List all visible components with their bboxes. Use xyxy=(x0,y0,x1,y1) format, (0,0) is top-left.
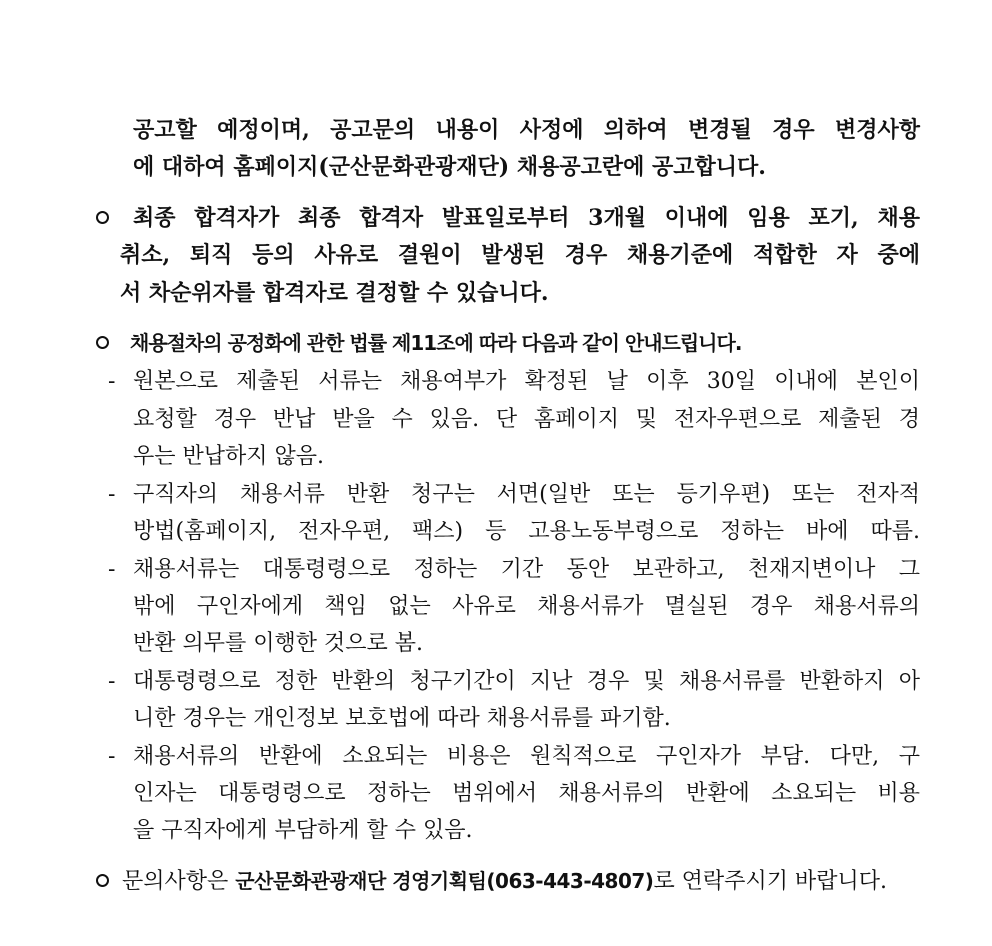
item3-line1: 채용서류는 대통령령으로 정하는 기간 동안 보관하고, 천재지변이나 그 xyxy=(133,557,920,582)
para1-line1: 공고할 예정이며, 공고문의 내용이 사정에 의하여 변경될 경우 변경사항 xyxy=(133,117,920,143)
para4-suffix: 로 연락주시기 바랍니다. xyxy=(653,869,887,894)
para1-line2: 에 대하여 홈페이지(군산문화관광재단) 채용공고란에 공고합니다. xyxy=(133,154,766,180)
para4-line xyxy=(122,866,887,897)
item2-line1: 구직자의 채용서류 반환 청구는 서면(일반 또는 등기우편) 또는 전자적 xyxy=(133,482,920,507)
para2-line3: 서 차순위자를 합격자로 결정할 수 있습니다. xyxy=(120,280,549,306)
item3-line2: 밖에 구인자에게 책임 없는 사유로 채용서류가 멸실된 경우 채용서류의 xyxy=(133,594,920,619)
item3-line3: 반환 의무를 이행한 것으로 봄. xyxy=(133,631,423,656)
item2-line2: 방법(홈페이지, 전자우편, 팩스) 등 고용노동부령으로 정하는 바에 따름. xyxy=(133,519,920,544)
item5-line2: 인자는 대통령령으로 정하는 범위에서 채용서류의 반환에 소요되는 비용 xyxy=(133,781,920,806)
list-dash: - xyxy=(108,557,116,582)
para3-heading: 채용절차의 공정화에 관한 법률 제11조에 따라 다음과 같이 안내드립니다. xyxy=(130,331,742,355)
para4-prefix: 문의사항은 xyxy=(122,869,236,894)
item5-line1: 채용서류의 반환에 소요되는 비용은 원칙적으로 구인자가 부담. 다만, 구 xyxy=(133,744,920,769)
item1-line2: 요청할 경우 반납 받을 수 있음. 단 홈페이지 및 전자우편으로 제출된 경 xyxy=(133,407,920,432)
item5-line3: 을 구직자에게 부담하게 할 수 있음. xyxy=(133,818,473,843)
item4-line2: 니한 경우는 개인정보 보호법에 따라 채용서류를 파기함. xyxy=(133,706,671,731)
list-dash: - xyxy=(108,744,116,769)
para2-line2: 취소, 퇴직 등의 사유로 결원이 발생된 경우 채용기준에 적합한 자 중에 xyxy=(120,242,920,268)
item1-line1: 원본으로 제출된 서류는 채용여부가 확정된 날 이후 30일 이내에 본인이 xyxy=(133,369,920,394)
hollow-circle-icon xyxy=(96,211,109,224)
hollow-circle-icon xyxy=(96,336,109,349)
list-dash: - xyxy=(108,369,116,394)
item4-line1: 대통령령으로 정한 반환의 청구기간이 지난 경우 및 채용서류를 반환하지 아 xyxy=(133,669,920,694)
list-dash: - xyxy=(108,669,116,694)
item1-line3: 우는 반납하지 않음. xyxy=(133,444,324,469)
hollow-circle-icon xyxy=(96,874,109,887)
contact-info: 군산문화관광재단 경영기획팀(063-443-4807) xyxy=(235,869,654,893)
para2-line1: 최종 합격자가 최종 합격자 발표일로부터 3개월 이내에 임용 포기, 채용 xyxy=(133,205,920,231)
list-dash: - xyxy=(108,482,116,507)
